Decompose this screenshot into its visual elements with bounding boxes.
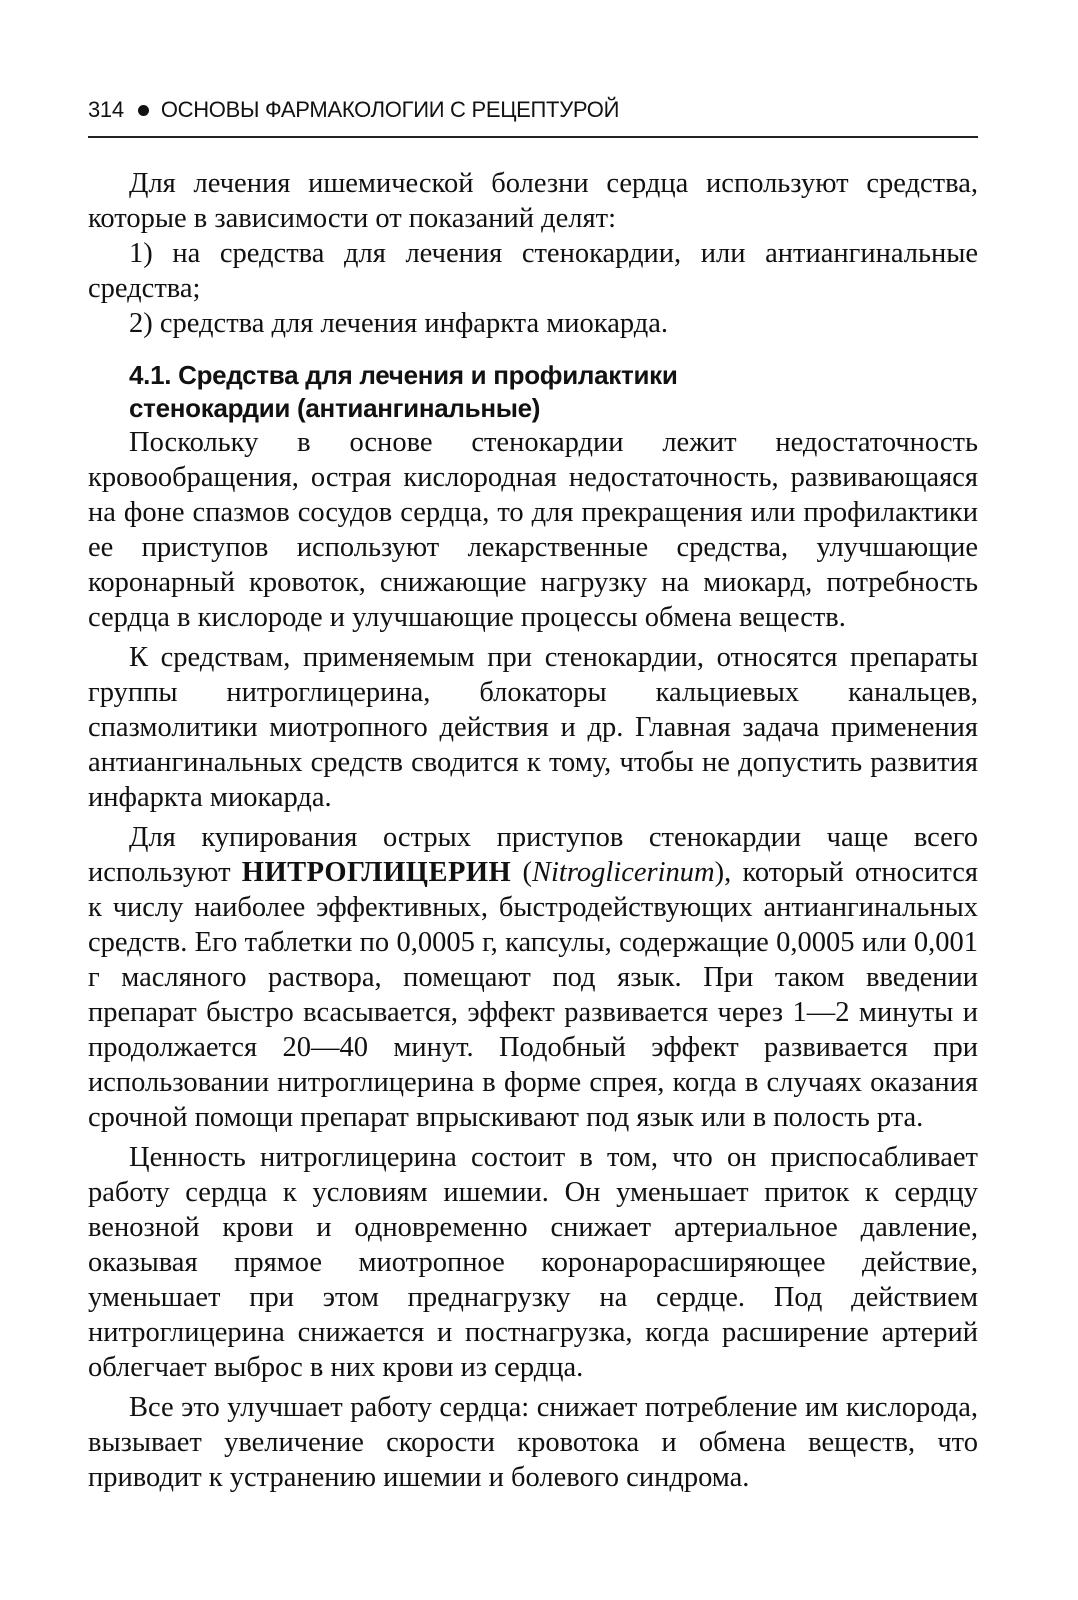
paragraph-3-rest: ), который относится к числу наиболее эффективных, быстродействующих антиангинальных средств. Его таблетки по 0,0005 г, капсулы, содержащие 0,0005 или 0,001 г масляного раствора, помещают под язык. При таком введении препарат быстро всасывается, эффект развивается через 1—2 минуты и продолжается 20—40 минут. Подобный эффект развивается при использовании нитроглицерина в форме спрея, когда в случаях оказания срочной помощи препарат впрыскивают под язык или в полость рта. xyxy=(88,857,978,1133)
paragraph-1: Поскольку в основе стенокардии лежит недостаточность кровообращения, острая кислородная недостаточность, развивающаяся на фоне спазмов сосудов сердца, то для прекращения или профилактики ее приступов используют лекарственные средства, улучшающие коронарный кровоток, снижающие нагрузку на миокард, потребность сердца в кислороде и улучшающие процессы обмена веществ. xyxy=(88,427,978,633)
section-heading-line-1: 4.1. Средства для лечения и профилактики xyxy=(129,360,678,390)
header-rule xyxy=(88,136,978,138)
paragraph-5: Все это улучшает работу сердца: снижает потребление им кислорода, вызывает увеличение скорости кровотока и обмена веществ, что приводит к устранению ишемии и болевого синдрома. xyxy=(88,1392,978,1493)
paragraph-3 xyxy=(88,820,978,1135)
running-header xyxy=(88,96,978,124)
running-header-title: ОСНОВЫ ФАРМАКОЛОГИИ С РЕЦЕПТУРОЙ xyxy=(160,97,620,122)
intro-paragraph: Для лечения ишемической болезни сердца используют средства, которые в зависимости от показаний делят: xyxy=(88,168,978,234)
latin-name: Nitroglicerinum xyxy=(531,857,715,888)
list-item-1: 1) на средства для лечения стенокардии, или антиангинальные средства; xyxy=(88,238,978,304)
bullet-icon xyxy=(138,105,149,116)
drug-name: НИТРОГЛИЦЕРИН xyxy=(241,857,512,888)
page-number: 314 xyxy=(88,97,124,122)
paren-open: ( xyxy=(511,857,532,888)
list-item-2: 2) средства для лечения инфаркта миокарда. xyxy=(129,308,669,339)
section-heading-line-2: стенокардии (антиангинальные) xyxy=(129,393,541,423)
paragraph-2: К средствам, применяемым при стенокардии, относятся препараты группы нитроглицерина, блокаторы кальциевых канальцев, спазмолитики миотропного действия и др. Главная задача применения антиангинальных средств сводится к тому, чтобы не допустить развития инфаркта миокарда. xyxy=(88,642,978,813)
section-heading xyxy=(129,359,978,425)
paragraph-3-lead: Для купирования острых приступов стенокардии чаще всего используют xyxy=(88,822,978,888)
paragraph-4: Ценность нитроглицерина состоит в том, что он приспосабливает работу сердца к условиям ишемии. Он уменьшает приток к сердцу венозной крови и одновременно снижает артериальное давление, оказывая прямое миотропное коронарорасширяющее действие, уменьшает при этом преднагрузку на сердце. Под действием нитроглицерина снижается и постнагрузка, когда расширение артерий облегчает выброс в них крови из сердца. xyxy=(88,1142,978,1383)
page-body xyxy=(88,166,978,1495)
